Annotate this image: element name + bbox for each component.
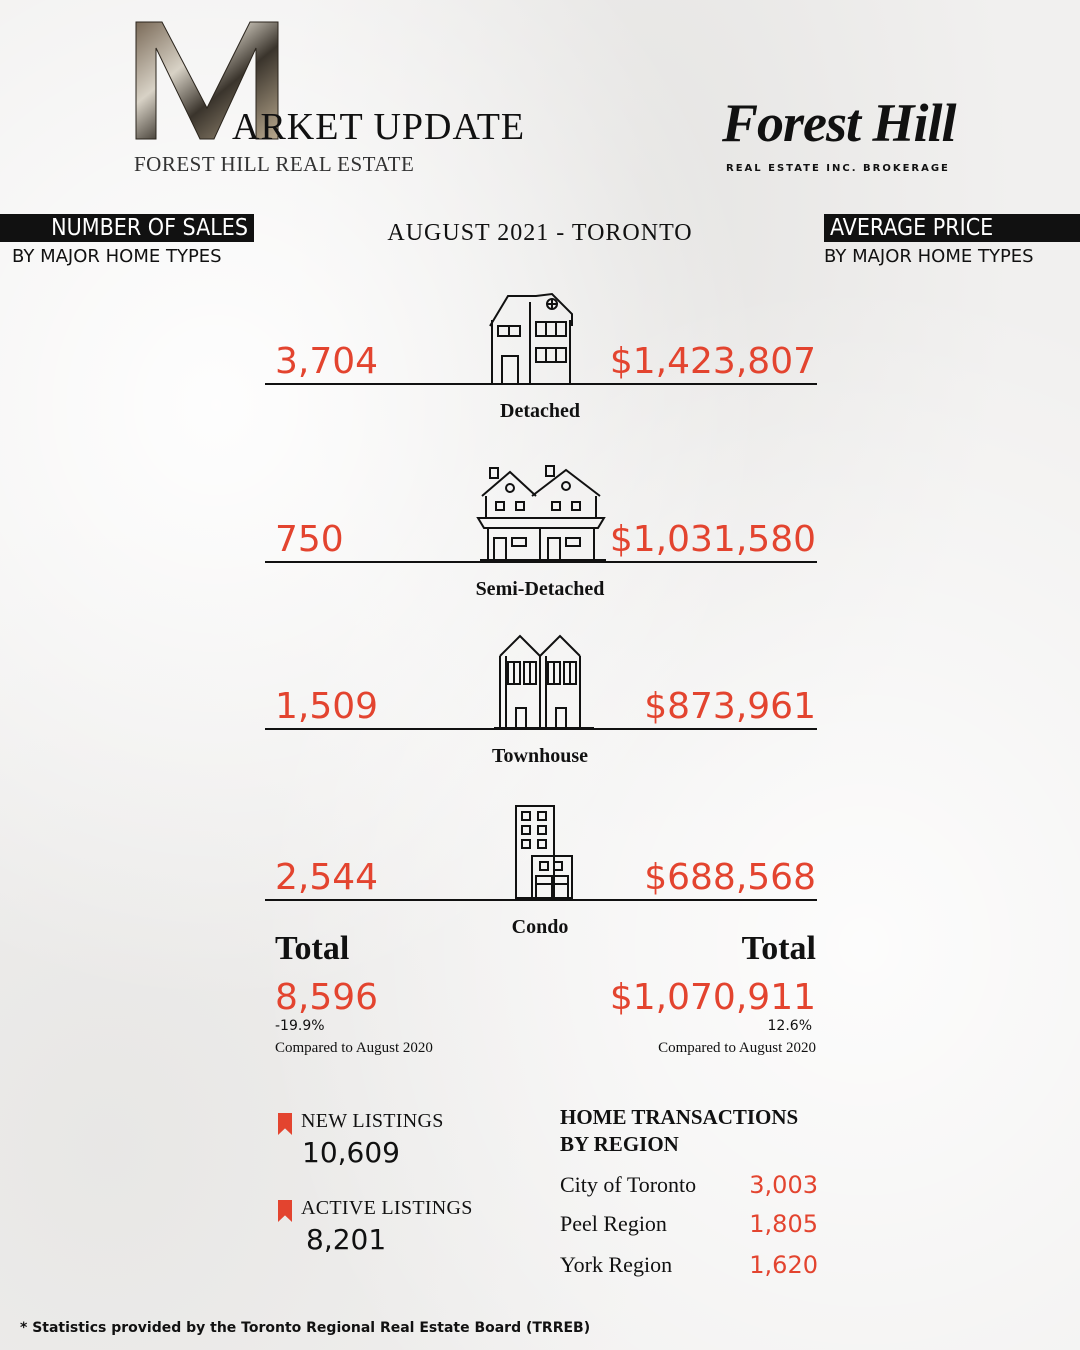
region-york-name: York Region <box>560 1252 673 1277</box>
region-york-value: 1,620 <box>749 1251 818 1279</box>
sales-section-subtitle: BY MAJOR HOME TYPES <box>12 246 222 267</box>
bookmark-icon <box>278 1113 292 1135</box>
new-listings-label: NEW LISTINGS <box>301 1110 444 1132</box>
header-title: ARKET UPDATE <box>232 106 526 148</box>
semi-detached-label: Semi-Detached <box>475 578 605 600</box>
brand-tagline: REAL ESTATE INC. BROKERAGE <box>726 163 950 174</box>
region-title-line1: HOME TRANSACTIONS <box>560 1105 799 1129</box>
region-title-line2: BY REGION <box>560 1132 679 1156</box>
semi-detached-sales: 750 <box>275 519 344 560</box>
active-listings-value: 8,201 <box>306 1223 387 1256</box>
price-section-title: AVERAGE PRICE <box>824 214 1080 242</box>
report-period: AUGUST 2021 - TORONTO <box>387 220 693 246</box>
footnote: * Statistics provided by the Toronto Regional Real Estate Board (TRREB) <box>20 1320 591 1336</box>
semi-detached-house-icon <box>476 464 612 562</box>
townhouse-label: Townhouse <box>492 745 588 767</box>
detached-sales: 3,704 <box>275 341 379 382</box>
condo-building-icon <box>512 804 578 900</box>
region-toronto-value: 3,003 <box>749 1171 818 1199</box>
price-total-label: Total <box>741 930 816 967</box>
sales-section-title: NUMBER OF SALES <box>0 214 254 242</box>
sales-compare-note: Compared to August 2020 <box>275 1040 433 1056</box>
townhouse-sales: 1,509 <box>275 686 379 727</box>
bookmark-icon <box>278 1200 292 1222</box>
condo-label: Condo <box>511 916 569 938</box>
brand-logo: Forest Hill <box>722 93 956 153</box>
region-section-title <box>560 1104 830 1158</box>
price-section-subtitle: BY MAJOR HOME TYPES <box>824 246 1034 267</box>
new-listings-value: 10,609 <box>302 1136 400 1169</box>
active-listings-label: ACTIVE LISTINGS <box>301 1197 473 1219</box>
townhouse-icon <box>494 632 594 730</box>
price-total-value: $1,070,911 <box>609 977 816 1018</box>
detached-price: $1,423,807 <box>609 341 816 382</box>
region-peel-name: Peel Region <box>560 1211 667 1236</box>
region-toronto-name: City of Toronto <box>560 1172 697 1197</box>
price-change: 12.6% <box>767 1018 812 1034</box>
condo-sales: 2,544 <box>275 857 379 898</box>
region-peel-value: 1,805 <box>749 1210 818 1238</box>
sales-total-label: Total <box>275 930 350 967</box>
semi-detached-price: $1,031,580 <box>609 519 816 560</box>
detached-house-icon <box>486 290 582 386</box>
sales-total-value: 8,596 <box>275 977 379 1018</box>
townhouse-price: $873,961 <box>644 686 816 727</box>
sales-change: -19.9% <box>275 1018 325 1034</box>
detached-label: Detached <box>500 400 580 422</box>
price-compare-note: Compared to August 2020 <box>658 1040 816 1056</box>
condo-price: $688,568 <box>644 857 816 898</box>
header-subtitle: FOREST HILL REAL ESTATE <box>134 152 415 176</box>
